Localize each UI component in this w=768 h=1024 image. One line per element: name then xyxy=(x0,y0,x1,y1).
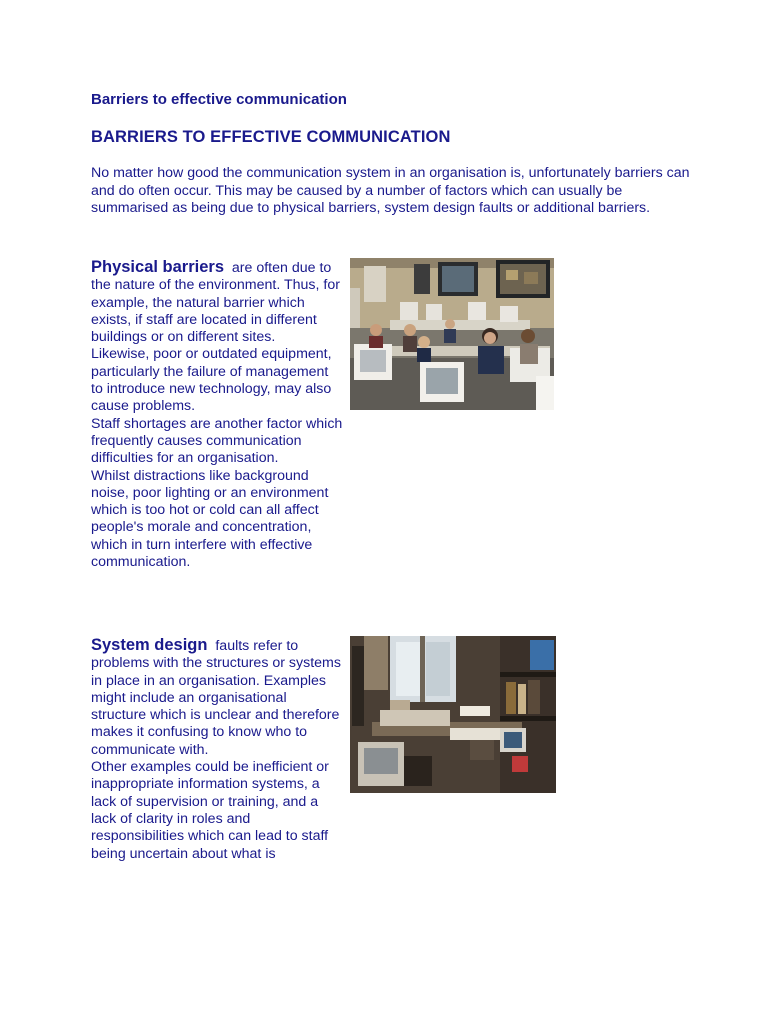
section-paragraph: faults refer to problems with the structures or systems in place in an organisation. Examples might include an organisational structure which is unclear and therefore makes it confusing to know who to communicate with. xyxy=(91,638,341,758)
office-desk-photo xyxy=(350,636,556,793)
section-title-physical-barriers: Physical barriers xyxy=(91,258,224,276)
document-title: Barriers to effective communication xyxy=(91,91,347,108)
section-system-design xyxy=(91,637,343,863)
section-title-system-design: System design xyxy=(91,636,208,654)
section-paragraph: Whilst distractions like background noise, poor lighting or an environment which is too hot or cold can all affect people's morale and concentration, which in turn interfere with effective communication. xyxy=(91,467,329,571)
intro-paragraph: No matter how good the communication system in an organisation is, unfortunately barriers can and do often occur. This may be caused by a number of factors which can usually be summarised as being due to physical barriers, system design faults or additional barriers. xyxy=(91,165,690,216)
section-paragraph: Other examples could be inefficient or inappropriate information systems, a lack of supervision or training, and a lack of clarity in roles and responsibilities which can lead to staff being uncertain about what is xyxy=(91,759,329,862)
section-paragraph: Staff shortages are another factor which frequently causes communication difficulties for an organisation. xyxy=(91,415,343,467)
section-physical-barriers xyxy=(91,259,343,571)
document-heading: BARRIERS TO EFFECTIVE COMMUNICATION xyxy=(91,128,451,146)
section-paragraph: Likewise, poor or outdated equipment, particularly the failure of management to introduce new technology, may also cause problems. xyxy=(91,346,332,415)
section-paragraph: are often due to the nature of the environment. Thus, for example, the natural barrier which exists, if staff are located in different buildings or on different sites. xyxy=(91,260,340,346)
computer-lab-photo xyxy=(350,258,554,410)
